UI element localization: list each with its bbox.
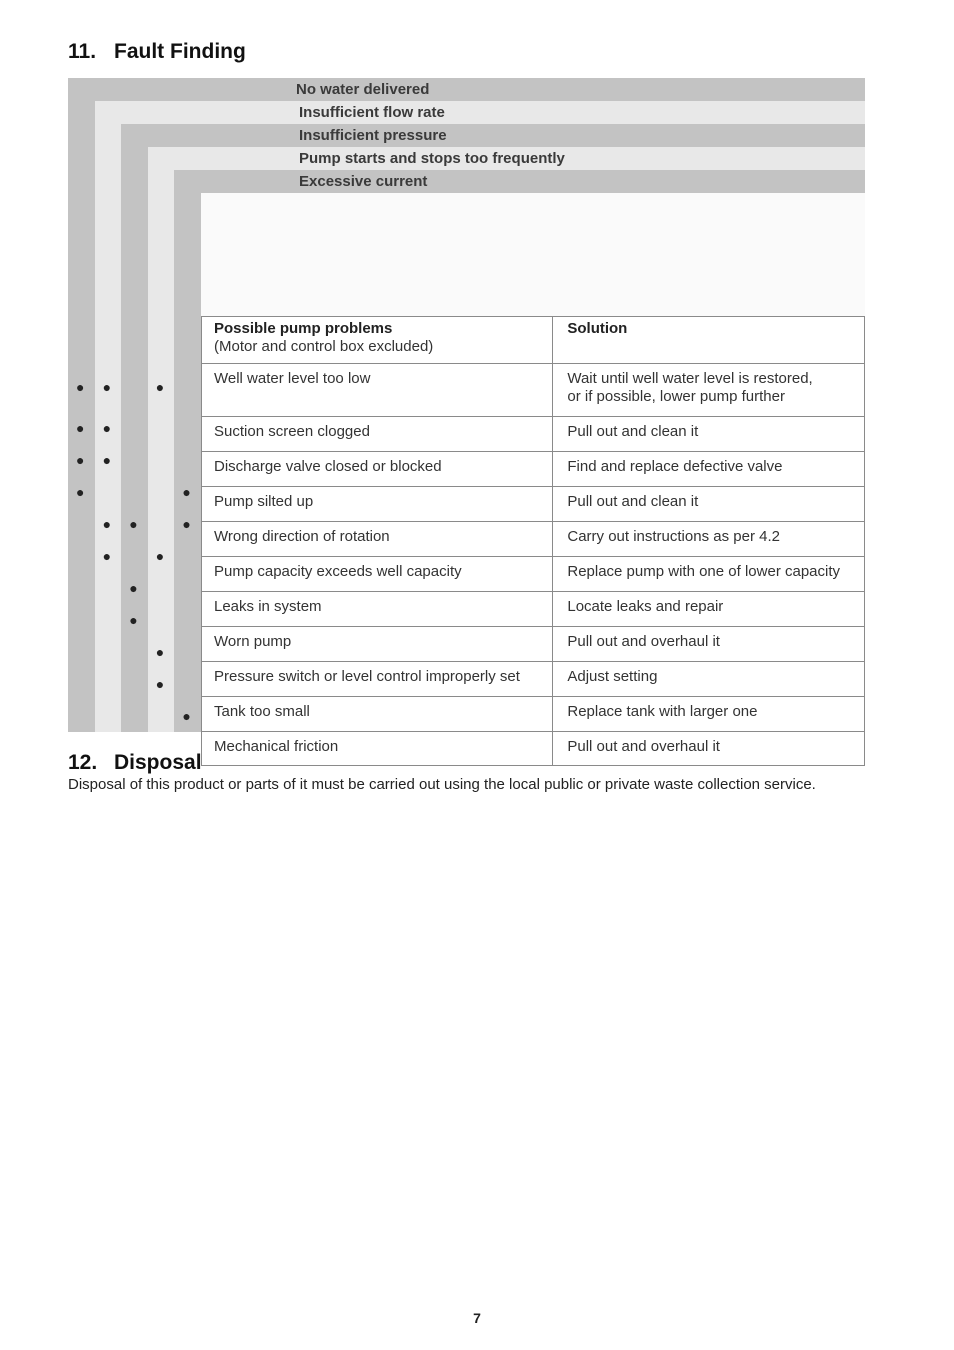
table-row xyxy=(202,557,865,592)
solution-cell: Pull out and overhaul it xyxy=(553,627,865,662)
solution-header-title: Solution xyxy=(567,320,628,337)
table-row xyxy=(202,364,865,417)
fault-mark: ● xyxy=(129,516,138,532)
solution-cell: Replace pump with one of lower capacity xyxy=(553,557,865,592)
table-row xyxy=(202,452,865,487)
problems-header-subtitle: (Motor and control box excluded) xyxy=(214,338,434,355)
problem-cell: Pump capacity exceeds well capacity xyxy=(202,557,553,592)
page-number: 7 xyxy=(473,1310,481,1326)
symptom-label-5: Excessive current xyxy=(299,173,428,190)
problem-cell: Pressure switch or level control improperly set xyxy=(202,662,553,697)
fault-mark: ● xyxy=(155,676,165,692)
solution-header-cell xyxy=(553,317,865,364)
problems-solutions-table xyxy=(201,316,865,766)
section-12-number: 12. xyxy=(68,751,98,774)
fault-mark: ● xyxy=(76,484,85,500)
section-12-title: Disposal xyxy=(114,751,202,774)
problem-cell: Wrong direction of rotation xyxy=(202,522,553,557)
fault-mark: ● xyxy=(102,516,112,532)
fault-mark: ● xyxy=(155,548,165,564)
fault-finding-table xyxy=(68,78,865,755)
problem-cell: Suction screen clogged xyxy=(202,417,553,452)
problems-header-cell xyxy=(202,317,553,364)
problem-cell: Tank too small xyxy=(202,697,553,732)
symptom-label-2: Insufficient flow rate xyxy=(299,104,445,121)
table-row xyxy=(202,522,865,557)
table-row xyxy=(202,697,865,732)
table-row xyxy=(202,732,865,766)
fault-mark: ● xyxy=(155,644,165,660)
fault-mark: ● xyxy=(182,484,191,500)
table-header-row xyxy=(202,317,865,364)
fault-mark: ● xyxy=(102,452,112,468)
symptom-blank-area xyxy=(201,193,865,317)
problem-cell: Worn pump xyxy=(202,627,553,662)
problem-cell: Pump silted up xyxy=(202,487,553,522)
fault-mark: ● xyxy=(182,516,191,532)
table-row xyxy=(202,592,865,627)
problem-cell: Leaks in system xyxy=(202,592,553,627)
fault-mark: ● xyxy=(129,612,138,628)
fault-mark: ● xyxy=(182,707,191,724)
fault-mark: ● xyxy=(102,379,112,395)
fault-mark: ● xyxy=(76,379,85,395)
fault-mark: ● xyxy=(102,420,112,436)
symptom-label-3: Insufficient pressure xyxy=(299,127,447,144)
solution-cell: Locate leaks and repair xyxy=(553,592,865,627)
section-11-number: 11. xyxy=(68,40,97,63)
solution-cell: Replace tank with larger one xyxy=(553,697,865,732)
solution-cell: Pull out and clean it xyxy=(553,487,865,522)
fault-mark: ● xyxy=(102,548,112,564)
section-11-title: Fault Finding xyxy=(114,40,246,63)
solution-cell: Pull out and overhaul it xyxy=(553,732,865,766)
solution-cell: Carry out instructions as per 4.2 xyxy=(553,522,865,557)
problem-cell: Well water level too low xyxy=(202,364,553,417)
section-11-heading xyxy=(68,40,246,64)
disposal-text: Disposal of this product or parts of it must be carried out using the local public or private waste collection service. xyxy=(68,776,816,793)
solution-cell: Find and replace defective valve xyxy=(553,452,865,487)
table-row xyxy=(202,662,865,697)
problems-header-title: Possible pump problems xyxy=(214,320,393,337)
fault-mark: ● xyxy=(76,420,85,436)
table-row xyxy=(202,627,865,662)
symptom-label-4: Pump starts and stops too frequently xyxy=(299,150,565,167)
solution-cell: Adjust setting xyxy=(553,662,865,697)
fault-mark: ● xyxy=(155,379,165,395)
table-row xyxy=(202,487,865,522)
solution-cell: Pull out and clean it xyxy=(553,417,865,452)
fault-mark: ● xyxy=(129,580,138,596)
table-row xyxy=(202,417,865,452)
problem-cell: Discharge valve closed or blocked xyxy=(202,452,553,487)
fault-mark: ● xyxy=(76,452,85,468)
symptom-label-1: No water delivered xyxy=(296,81,430,98)
problem-cell: Mechanical friction xyxy=(202,732,553,766)
section-12-heading xyxy=(68,751,202,775)
solution-cell: Wait until well water level is restored, or if possible, lower pump further xyxy=(553,364,865,417)
